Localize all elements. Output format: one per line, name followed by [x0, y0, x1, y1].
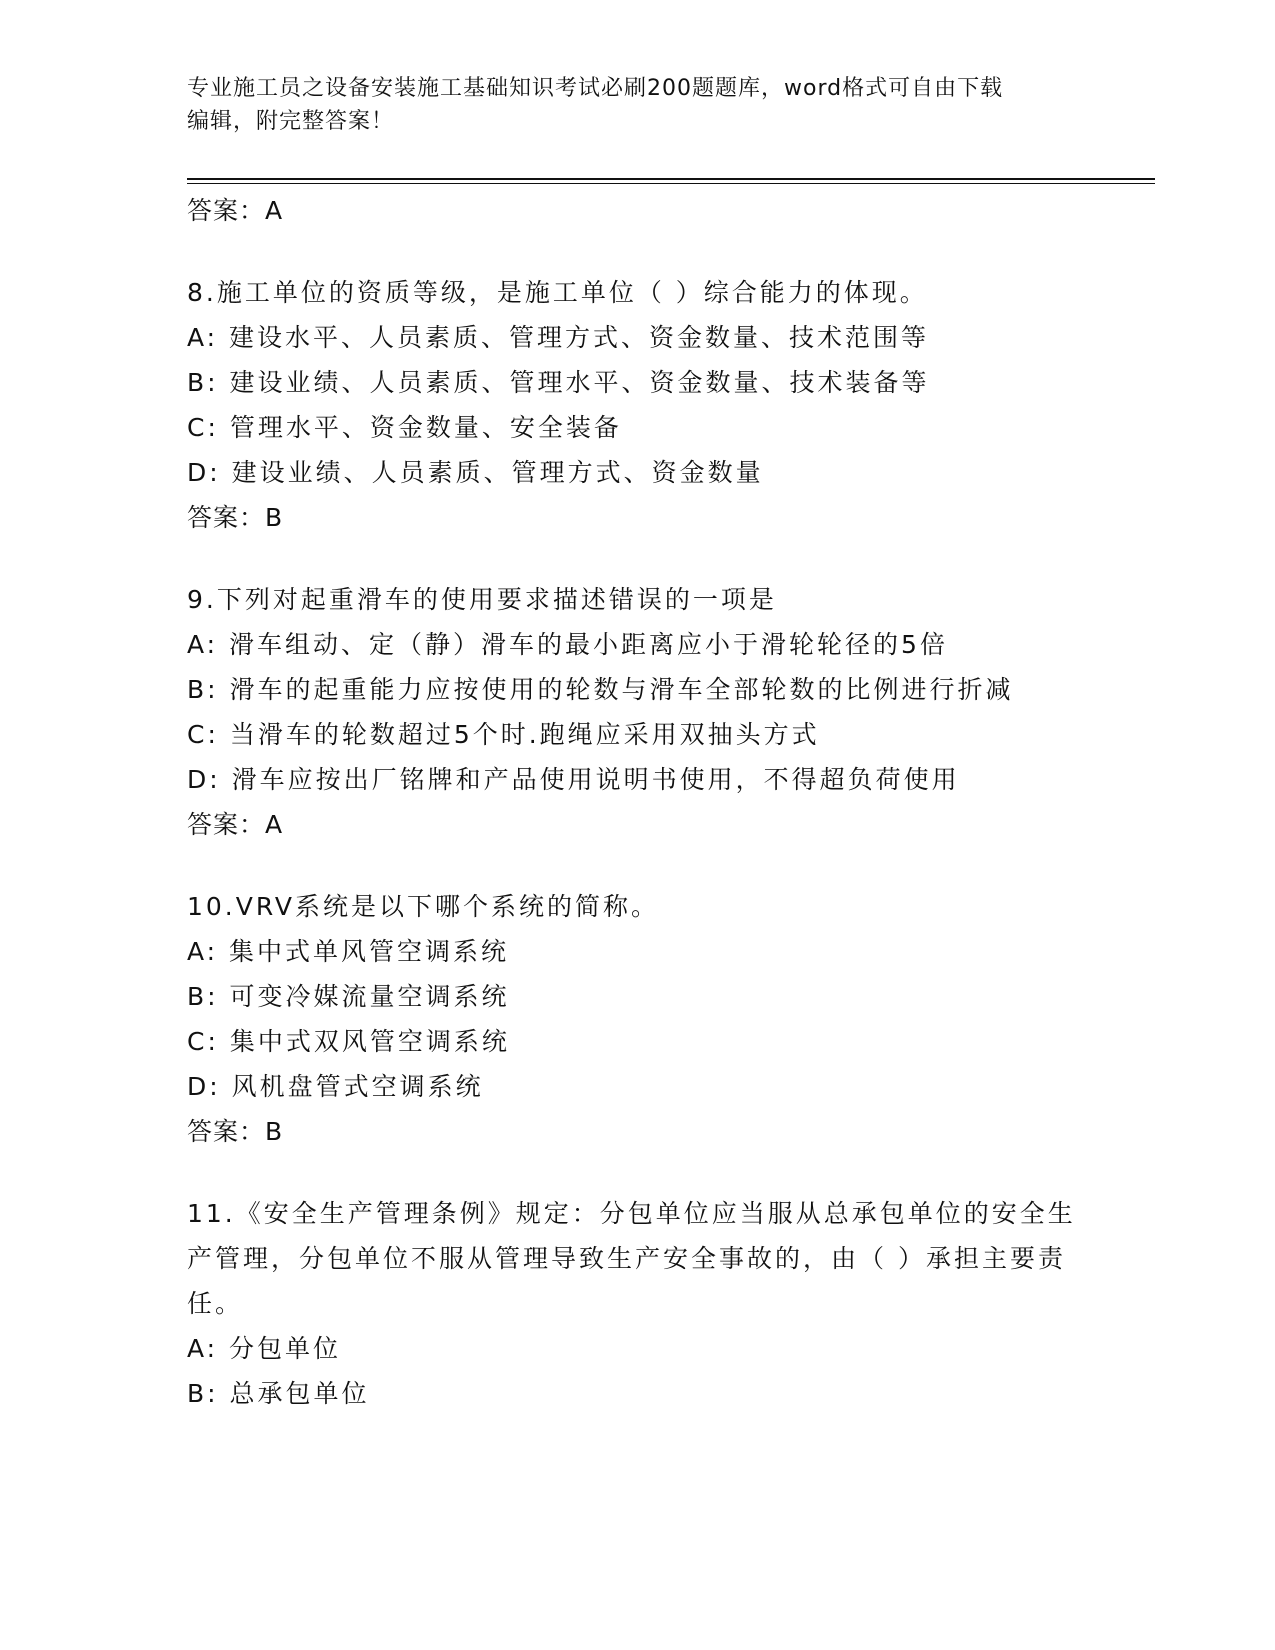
question-list [187, 188, 1087, 1416]
question-block [187, 884, 1087, 1155]
option-d: D: 滑车应按出厂铭牌和产品使用说明书使用，不得超负荷使用 [187, 765, 960, 794]
question-block [187, 1191, 1087, 1416]
question-block [187, 270, 1087, 541]
option-a: A: 分包单位 [187, 1334, 342, 1363]
option-a: A: 滑车组动、定（静）滑车的最小距离应小于滑轮轮径的5倍 [187, 630, 948, 659]
option-a: A: 建设水平、人员素质、管理方式、资金数量、技术范围等 [187, 323, 930, 352]
option-c: C: 管理水平、资金数量、安全装备 [187, 413, 622, 442]
option-a: A: 集中式单风管空调系统 [187, 937, 510, 966]
answer-line: 答案：A [187, 196, 284, 225]
option-c: C: 当滑车的轮数超过5个时.跑绳应采用双抽头方式 [187, 720, 820, 749]
answer-line: 答案：B [187, 503, 284, 532]
option-d: D: 风机盘管式空调系统 [187, 1072, 484, 1101]
question-text: 9.下列对起重滑车的使用要求描述错误的一项是 [187, 585, 777, 614]
document-header [187, 72, 1087, 138]
header-line-1: 专业施工员之设备安装施工基础知识考试必刷200题题库，word格式可自由下载 [187, 76, 1004, 101]
option-b: B: 滑车的起重能力应按使用的轮数与滑车全部轮数的比例进行折减 [187, 675, 1014, 704]
option-b: B: 总承包单位 [187, 1379, 370, 1408]
answer-line: 答案：A [187, 810, 284, 839]
option-d: D: 建设业绩、人员素质、管理方式、资金数量 [187, 458, 764, 487]
answer-line: 答案：B [187, 1117, 284, 1146]
option-b: B: 建设业绩、人员素质、管理水平、资金数量、技术装备等 [187, 368, 930, 397]
header-divider [187, 178, 1155, 180]
option-c: C: 集中式双风管空调系统 [187, 1027, 510, 1056]
header-divider-thin [187, 183, 1155, 184]
question-text: 11.《安全生产管理条例》规定：分包单位应当服从总承包单位的安全生产管理，分包单位不服从管理导致生产安全事故的，由（ ）承担主要责任。 [187, 1199, 1076, 1318]
question-text: 8.施工单位的资质等级，是施工单位（ ）综合能力的体现。 [187, 278, 928, 307]
question-block [187, 577, 1087, 848]
option-b: B: 可变冷媒流量空调系统 [187, 982, 510, 1011]
header-line-2: 编辑，附完整答案！ [187, 109, 395, 134]
question-text: 10.VRV系统是以下哪个系统的简称。 [187, 892, 659, 921]
